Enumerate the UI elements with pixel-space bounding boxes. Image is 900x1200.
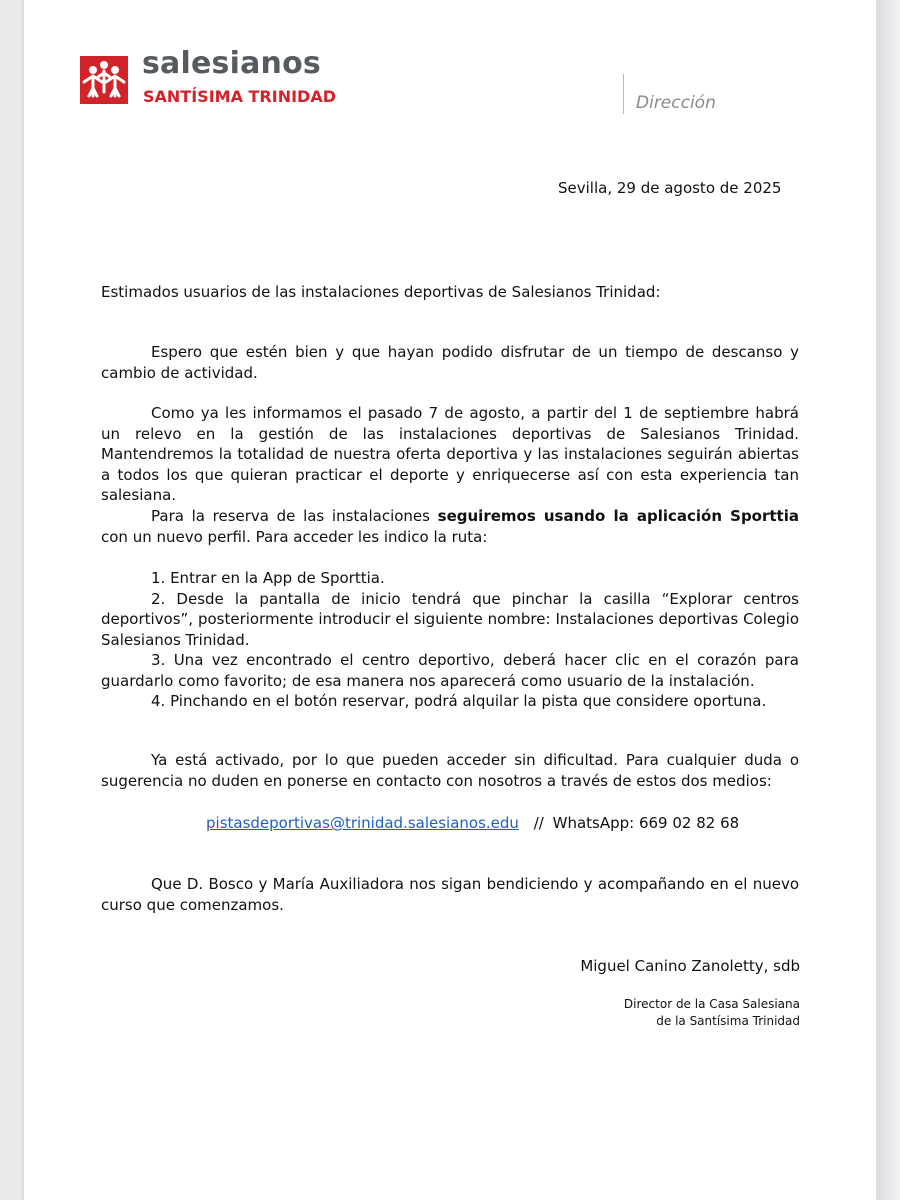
greeting: Estimados usuarios de las instalaciones deportivas de Salesianos Trinidad: [101,283,661,301]
email-link[interactable]: pistasdeportivas@trinidad.salesianos.edu [206,814,519,832]
list-item: 3. Una vez encontrado el centro deportivo, deberá hacer clic en el corazón para guardarlo como favorito; de esa manera nos aparecerá como usuario de la instalación. [101,651,799,690]
paragraph-1: Espero que estén bien y que hayan podido disfrutar de un tiempo de descanso y cambio de actividad. [101,343,799,382]
paragraph-3-end: con un nuevo perfil. Para acceder les indico la ruta: [101,527,488,546]
paragraph-3-bold: seguiremos usando la aplicación Sporttia [437,507,799,525]
header-divider [623,74,624,114]
paragraph-3 [101,506,799,547]
list-item: 1. Entrar en la App de Sporttia. [151,569,385,587]
logo-name: salesianos [142,46,321,81]
paragraph-3-start: Para la reserva de las instalaciones [151,507,438,525]
salesianos-logo-icon [80,56,128,104]
logo-subtitle: SANTÍSIMA TRINIDAD [143,87,336,106]
contact-line [206,813,739,834]
paragraph-2: Como ya les informamos el pasado 7 de agosto, a partir del 1 de septiembre habrá un relevo en la gestión de las instalaciones deportivas de Salesianos Trinidad. Mantendremos la totalidad de nuestra oferta deportiva y las instalaciones seguirán abiertas a todos los que quieran practicar el deporte y enriquecerse así con esta experiencia tan salesiana. [101,404,799,504]
page-edge [876,0,900,1200]
signature-title-line-1: Director de la Casa Salesiana [623,997,800,1011]
signature-name: Miguel Canino Zanoletty, sdb [580,957,800,975]
closing-paragraph: Que D. Bosco y María Auxiliadora nos sigan bendiciendo y acompañando en el nuevo curso que comenzamos. [101,875,799,914]
whatsapp-number: WhatsApp: 669 02 82 68 [552,814,740,832]
steps-list [101,568,799,712]
list-item: 4. Pinchando en el botón reservar, podrá alquilar la pista que considere oportuna. [151,692,767,710]
department-label: Dirección [636,93,716,113]
contact-separator: // [533,814,544,832]
list-item: 2. Desde la pantalla de inicio tendrá que pinchar la casilla “Explorar centros deportivos”, posteriormente introducir el siguiente nombre: Instalaciones deportivas Colegio Salesianos Trinidad. [101,589,799,649]
contact-paragraph: Ya está activado, por lo que pueden acceder sin dificultad. Para cualquier duda o sugerencia no duden en ponerse en contacto con nosotros a través de estos dos medios: [101,751,799,790]
signature-title-line-2: de la Santísima Trinidad [656,1014,800,1028]
letter-date: Sevilla, 29 de agosto de 2025 [558,179,782,197]
